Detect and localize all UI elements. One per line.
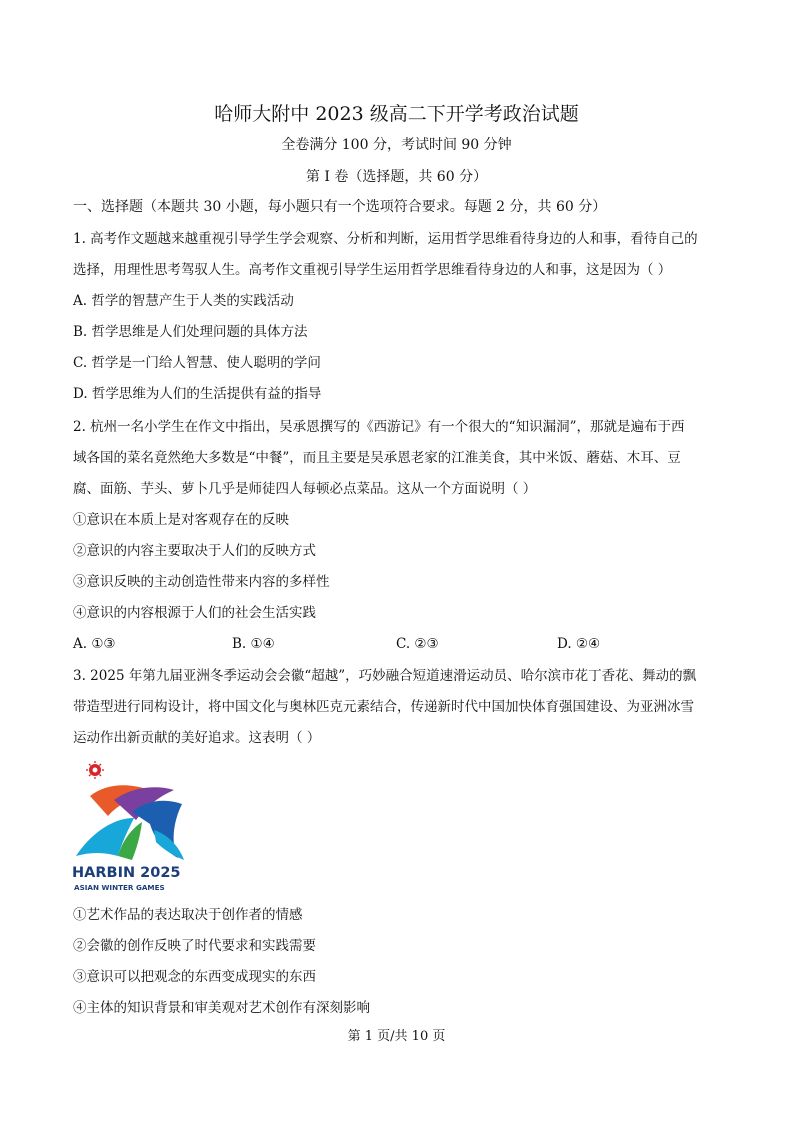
q1-stem-line-1: 1. 高考作文题越来越重视引导学生学会观察、分析和判断，运用哲学思维看待身边的人和事，看待自己的 — [73, 231, 698, 247]
q2-stem-line-1: 2. 杭州一名小学生在作文中指出，吴承恩撰写的《西游记》有一个很大的“知识漏洞”，那就是遍布于西 — [73, 419, 685, 435]
harbin-2025-emblem — [70, 760, 196, 896]
q2-statement-3: ③意识反映的主动创造性带来内容的多样性 — [73, 574, 330, 590]
section-heading: 一、选择题（本题共 30 小题，每小题只有一个选项符合要求。每题 2 分，共 60 分） — [73, 199, 607, 215]
emblem-subtitle-text: ASIAN WINTER GAMES — [74, 883, 165, 892]
q3-statement-2: ②会徽的创作反映了时代要求和实践需要 — [73, 938, 316, 954]
page-footer: 第 1 页/共 10 页 — [347, 1029, 446, 1044]
q1-stem-line-2: 选择，用理性思考驾驭人生。高考作文重视引导学生运用哲学思维看待身边的人和事，这是因为（ ） — [73, 262, 672, 278]
q2-option-c: C. ②③ — [396, 636, 439, 652]
q3-statement-4: ④主体的知识背景和审美观对艺术创作有深刻影响 — [73, 1000, 370, 1016]
q3-stem-line-3: 运动作出新贡献的美好追求。这表明（ ） — [73, 730, 321, 746]
oca-sun-icon — [86, 761, 104, 779]
emblem-graphic — [70, 760, 196, 896]
emblem-title-text: HARBIN 2025 — [72, 865, 181, 881]
q2-statement-4: ④意识的内容根源于人们的社会生活实践 — [73, 605, 316, 621]
q2-stem-line-3: 腐、面筋、芋头、萝卜几乎是师徒四人每顿必点菜品。这从一个方面说明（ ） — [73, 481, 537, 497]
q3-stem-line-2: 带造型进行同构设计，将中国文化与奥林匹克元素结合，传递新时代中国加快体育强国建设、为亚洲冰雪 — [73, 699, 694, 715]
exam-info: 全卷满分 100 分，考试时间 90 分钟 — [281, 137, 512, 153]
q2-option-a: A. ①③ — [73, 636, 116, 652]
q3-statement-1: ①艺术作品的表达取决于创作者的情感 — [73, 907, 303, 923]
q1-option-d: D. 哲学思维为人们的生活提供有益的指导 — [73, 386, 322, 402]
q1-option-a: A. 哲学的智慧产生于人类的实践活动 — [73, 293, 294, 309]
page-title: 哈师大附中 2023 级高二下开学考政治试题 — [214, 103, 579, 125]
part-heading: 第 I 卷（选择题，共 60 分） — [305, 169, 488, 185]
q2-statement-1: ①意识在本质上是对客观存在的反映 — [73, 512, 289, 528]
q2-statement-2: ②意识的内容主要取决于人们的反映方式 — [73, 543, 316, 559]
q2-option-d: D. ②④ — [557, 636, 601, 652]
q3-stem-line-1: 3. 2025 年第九届亚洲冬季运动会会徽“超越”，巧妙融合短道速滑运动员、哈尔滨市花丁香花、舞动的飘 — [73, 668, 697, 684]
q3-statement-3: ③意识可以把观念的东西变成现实的东西 — [73, 969, 316, 985]
q2-stem-line-2: 域各国的菜名竟然绝大多数是“中餐”，而且主要是吴承恩老家的江淮美食，其中米饭、蘑菇、木耳、豆 — [73, 450, 681, 466]
q1-option-c: C. 哲学是一门给人智慧、使人聪明的学问 — [73, 355, 321, 371]
q1-option-b: B. 哲学思维是人们处理问题的具体方法 — [73, 324, 308, 340]
q2-option-b: B. ①④ — [232, 636, 275, 652]
